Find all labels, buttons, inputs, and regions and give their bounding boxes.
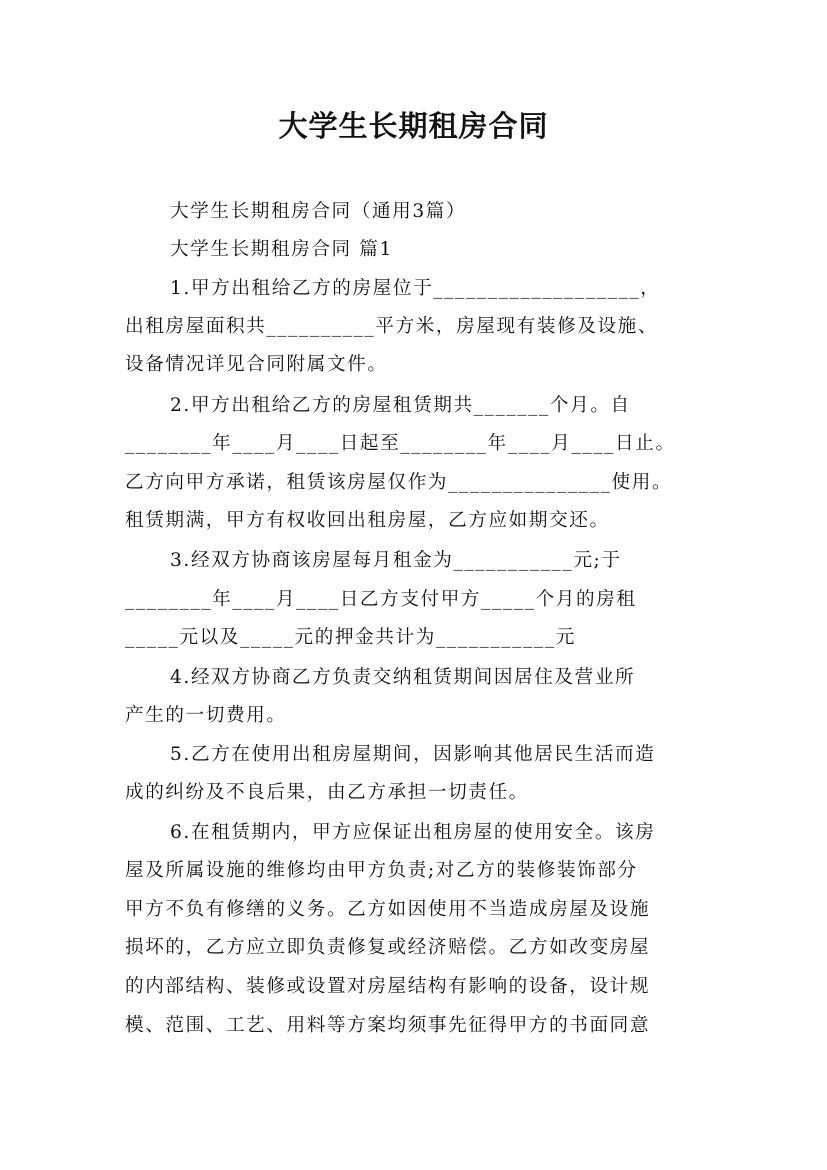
clause-4-line: 产生的一切费用。 [125, 705, 287, 726]
clause-5-line: 5.乙方在使用出租房屋期间，因影响其他居民生活而造 [170, 744, 656, 765]
clause-2-line: 乙方向甲方承诺，租赁该房屋仅作为_______________使用。 [125, 472, 673, 493]
clause-6-line: 甲方不负有修缮的义务。乙方如因使用不当造成房屋及设施 [125, 899, 651, 920]
clause-4-line: 4.经双方协商乙方负责交纳租赁期间因居住及营业所 [170, 667, 636, 688]
clause-1-line: 设备情况详见合同附属文件。 [125, 354, 388, 375]
clause-1-line: 1.甲方出租给乙方的房屋位于___________________， [170, 278, 661, 299]
clause-6-line: 屋及所属设施的维修均由甲方负责;对乙方的装修装饰部分 [125, 860, 638, 881]
clause-3-line: ________年____月____日乙方支付甲方_____个月的房租 [125, 589, 637, 610]
clause-5-line: 成的纠纷及不良后果，由乙方承担一切责任。 [125, 782, 529, 803]
clause-6-line: 的内部结构、装修或设置对房屋结构有影响的设备，设计规 [125, 976, 651, 997]
clause-6-line: 6.在租赁期内，甲方应保证出租房屋的使用安全。该房 [170, 822, 656, 843]
clause-2-line: 租赁期满，甲方有权收回出租房屋，乙方应如期交还。 [125, 510, 610, 531]
intro-line: 大学生长期租房合同（通用3篇） [170, 201, 467, 222]
clause-3-line: _____元以及_____元的押金共计为___________元 [125, 627, 576, 648]
clause-2-line: ________年____月____日起至________年____月____日止。 [125, 433, 676, 454]
clause-2-line: 2.甲方出租给乙方的房屋租赁期共_______个月。自 [170, 395, 631, 416]
clause-3-line: 3.经双方协商该房屋每月租金为___________元;于 [170, 550, 622, 571]
clause-6-line: 模、范围、工艺、用料等方案均须事先征得甲方的书面同意 [125, 1015, 651, 1036]
clause-6-line: 损坏的，乙方应立即负责修复或经济赔偿。乙方如改变房屋 [125, 937, 651, 958]
clause-1-line: 出租房屋面积共__________平方米，房屋现有装修及设施、 [125, 316, 659, 337]
document-title: 大学生长期租房合同 [278, 109, 549, 143]
section-heading: 大学生长期租房合同 篇1 [170, 239, 393, 260]
